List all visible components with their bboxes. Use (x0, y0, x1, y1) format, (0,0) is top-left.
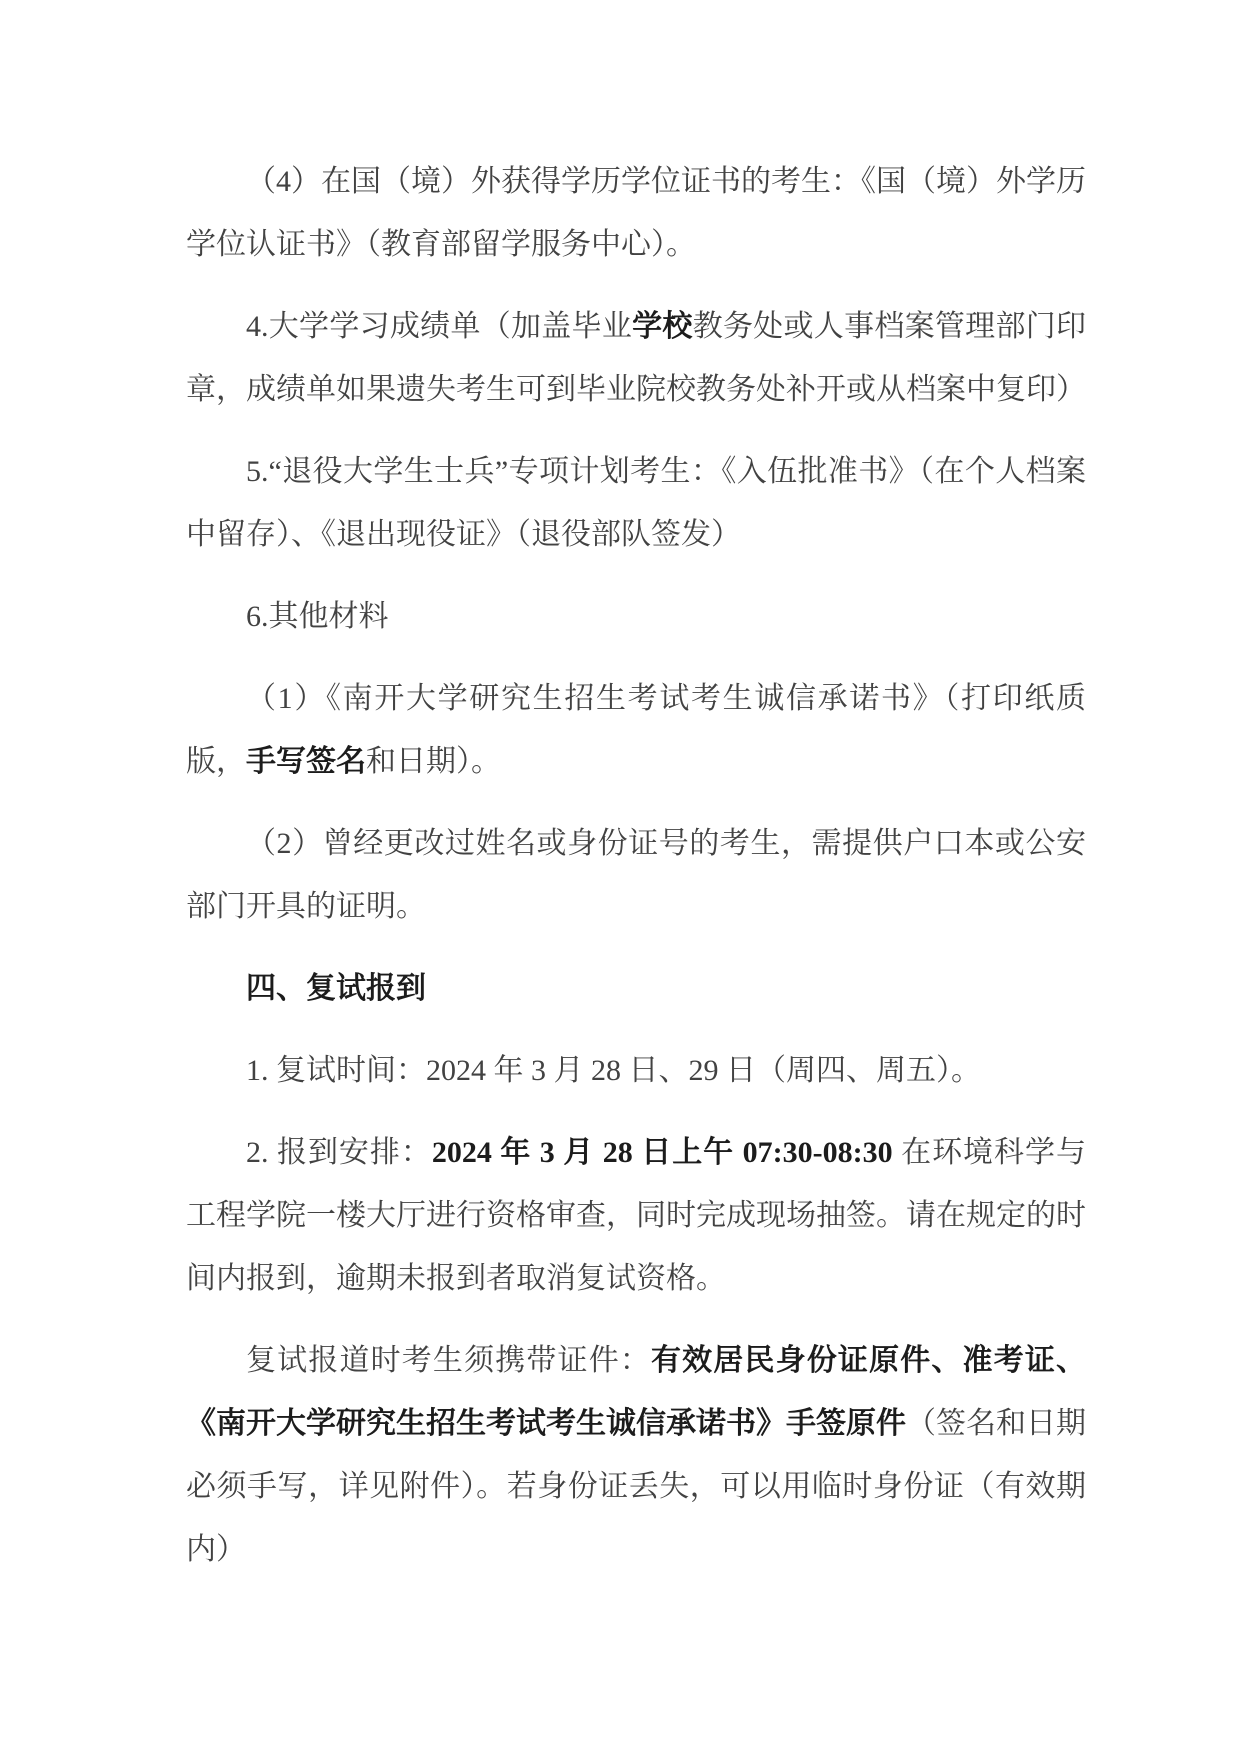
text-run: 手写签名 (246, 745, 366, 778)
paragraph (186, 1039, 1086, 1102)
paragraph (186, 150, 1086, 276)
paragraph (186, 295, 1086, 421)
text-run: 5.“退役大学生士兵”专项计划考生：《入伍批准书》（在个人档案中留存）、《退出现役证》（退役部队签发） (186, 455, 1086, 551)
text-run: 在环境科学与工程学院一楼大厅进行资格审查，同时完成现场抽签。请在规定的时间内报到，逾期未报到者取消复试资格。 (186, 1136, 1086, 1295)
paragraph (186, 1329, 1086, 1581)
paragraph (186, 1121, 1086, 1310)
text-run: （2）曾经更改过姓名或身份证号的考生，需提供户口本或公安部门开具的证明。 (186, 827, 1086, 923)
text-run: 1. 复试时间：2024 年 3 月 28 日、29 日（周四、周五）。 (246, 1054, 981, 1087)
text-run: 复试报道时考生须携带证件： (246, 1344, 651, 1377)
document-body (186, 150, 1086, 1581)
paragraph (186, 440, 1086, 566)
text-run: 和日期）。 (366, 745, 501, 778)
text-run: （1）《南开大学研究生招生考试考生诚信承诺书》（打印纸质版， (186, 682, 1086, 778)
text-run: 4.大学学习成绩单（加盖毕业 (246, 310, 633, 343)
text-run: 学校 (632, 310, 693, 343)
text-run: 6.其他材料 (246, 600, 389, 633)
paragraph (186, 585, 1086, 648)
paragraph (186, 812, 1086, 938)
section-heading (186, 957, 1086, 1020)
paragraph (186, 667, 1086, 793)
text-run: 有效居民身份证原件、准考证、《南开大学研究生招生考试考生诚信承诺书》手签原件 (186, 1344, 1086, 1440)
text-run: 2024 年 3 月 28 日上午 07:30-08:30 (431, 1136, 902, 1169)
text-run: （4）在国（境）外获得学历学位证书的考生：《国（境）外学历学位认证书》（教育部留学服务中心）。 (186, 165, 1086, 261)
text-run: 2. 报到安排： (246, 1136, 432, 1169)
text-run: 四、复试报到 (246, 972, 426, 1005)
text-run: 教务处或人事档案管理部门印章，成绩单如果遗失考生可到毕业院校教务处补开或从档案中复印） (186, 310, 1087, 406)
text-run: （签名和日期必须手写，详见附件）。若身份证丢失，可以用临时身份证（有效期内） (186, 1407, 1086, 1566)
